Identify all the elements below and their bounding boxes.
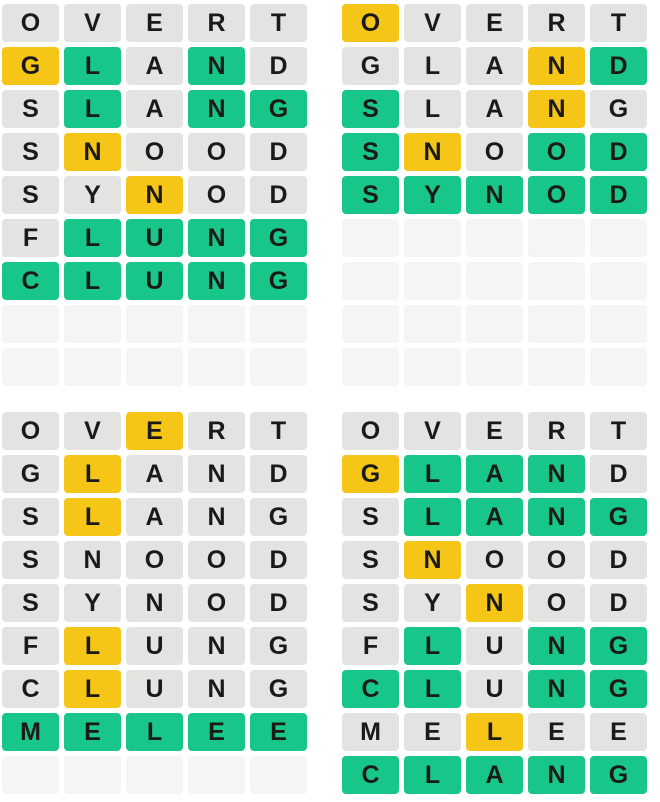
- letter-tile: L: [64, 627, 121, 665]
- letter-tile: L: [404, 47, 461, 85]
- letter-tile: T: [590, 412, 647, 450]
- letter-tile: O: [528, 176, 585, 214]
- letter-tile: O: [188, 133, 245, 171]
- letter-tile: S: [342, 133, 399, 171]
- letter-tile: F: [2, 219, 59, 257]
- letter-tile: O: [528, 541, 585, 579]
- letter-tile: S: [2, 541, 59, 579]
- letter-tile: M: [342, 713, 399, 751]
- letter-tile: N: [528, 47, 585, 85]
- letter-tile: L: [404, 756, 461, 794]
- guess-row: [2, 541, 307, 579]
- letter-tile: V: [404, 412, 461, 450]
- guess-row: [2, 305, 307, 343]
- letter-tile: C: [342, 756, 399, 794]
- letter-tile: N: [188, 670, 245, 708]
- guess-row: [2, 498, 307, 536]
- letter-tile: G: [590, 90, 647, 128]
- letter-tile: S: [2, 498, 59, 536]
- letter-tile: C: [2, 262, 59, 300]
- guess-row: [2, 584, 307, 622]
- guess-row: [342, 627, 647, 665]
- letter-tile: [64, 305, 121, 343]
- guess-row: [342, 262, 647, 300]
- letter-tile: E: [466, 4, 523, 42]
- letter-tile: E: [126, 412, 183, 450]
- letter-tile: N: [64, 541, 121, 579]
- letter-tile: [64, 756, 121, 794]
- letter-tile: T: [250, 4, 307, 42]
- letter-tile: F: [342, 627, 399, 665]
- letter-tile: D: [250, 47, 307, 85]
- letter-tile: N: [64, 133, 121, 171]
- guess-row: [2, 670, 307, 708]
- letter-tile: [590, 219, 647, 257]
- letter-tile: E: [404, 713, 461, 751]
- letter-tile: O: [2, 412, 59, 450]
- letter-tile: O: [466, 133, 523, 171]
- letter-tile: [188, 348, 245, 386]
- letter-tile: G: [250, 262, 307, 300]
- guess-row: [342, 670, 647, 708]
- letter-tile: N: [528, 627, 585, 665]
- letter-tile: [528, 305, 585, 343]
- board-bottom-right: [342, 412, 647, 794]
- letter-tile: [126, 305, 183, 343]
- guess-grid: [2, 412, 307, 794]
- letter-tile: O: [2, 4, 59, 42]
- letter-tile: D: [590, 584, 647, 622]
- letter-tile: U: [126, 670, 183, 708]
- letter-tile: O: [188, 176, 245, 214]
- guess-grid: [342, 4, 647, 386]
- letter-tile: L: [64, 498, 121, 536]
- letter-tile: A: [126, 47, 183, 85]
- letter-tile: O: [342, 412, 399, 450]
- letter-tile: N: [528, 670, 585, 708]
- letter-tile: L: [64, 90, 121, 128]
- letter-tile: G: [590, 627, 647, 665]
- letter-tile: N: [188, 90, 245, 128]
- letter-tile: E: [590, 713, 647, 751]
- letter-tile: S: [2, 584, 59, 622]
- letter-tile: R: [188, 4, 245, 42]
- letter-tile: N: [404, 541, 461, 579]
- letter-tile: N: [126, 584, 183, 622]
- letter-tile: [64, 348, 121, 386]
- guess-row: [342, 90, 647, 128]
- letter-tile: [528, 262, 585, 300]
- letter-tile: Y: [404, 176, 461, 214]
- letter-tile: L: [64, 47, 121, 85]
- letter-tile: [404, 348, 461, 386]
- guess-row: [342, 455, 647, 493]
- guess-row: [2, 90, 307, 128]
- letter-tile: A: [126, 455, 183, 493]
- letter-tile: V: [64, 412, 121, 450]
- letter-tile: [250, 756, 307, 794]
- letter-tile: O: [466, 541, 523, 579]
- letter-tile: D: [590, 541, 647, 579]
- letter-tile: U: [466, 670, 523, 708]
- letter-tile: L: [404, 90, 461, 128]
- letter-tile: [342, 219, 399, 257]
- letter-tile: S: [342, 541, 399, 579]
- letter-tile: T: [250, 412, 307, 450]
- letter-tile: L: [466, 713, 523, 751]
- letter-tile: [188, 305, 245, 343]
- letter-tile: A: [126, 498, 183, 536]
- letter-tile: L: [64, 262, 121, 300]
- letter-tile: [466, 305, 523, 343]
- letter-tile: U: [126, 262, 183, 300]
- letter-tile: F: [2, 627, 59, 665]
- letter-tile: O: [188, 584, 245, 622]
- letter-tile: E: [126, 4, 183, 42]
- guess-row: [2, 455, 307, 493]
- letter-tile: N: [188, 455, 245, 493]
- letter-tile: L: [64, 455, 121, 493]
- letter-tile: S: [2, 133, 59, 171]
- guess-row: [342, 541, 647, 579]
- guess-row: [342, 219, 647, 257]
- guess-row: [2, 47, 307, 85]
- board-bottom-left: [2, 412, 307, 794]
- letter-tile: M: [2, 713, 59, 751]
- letter-tile: U: [126, 219, 183, 257]
- letter-tile: L: [404, 627, 461, 665]
- letter-tile: N: [528, 455, 585, 493]
- letter-tile: [404, 305, 461, 343]
- letter-tile: C: [342, 670, 399, 708]
- letter-tile: V: [64, 4, 121, 42]
- letter-tile: C: [2, 670, 59, 708]
- letter-tile: [342, 262, 399, 300]
- letter-tile: N: [528, 498, 585, 536]
- letter-tile: G: [250, 627, 307, 665]
- letter-tile: L: [404, 455, 461, 493]
- letter-tile: [404, 262, 461, 300]
- letter-tile: E: [250, 713, 307, 751]
- guess-row: [342, 305, 647, 343]
- letter-tile: [590, 305, 647, 343]
- letter-tile: G: [590, 498, 647, 536]
- letter-tile: [2, 348, 59, 386]
- letter-tile: [250, 348, 307, 386]
- letter-tile: [250, 305, 307, 343]
- letter-tile: D: [590, 176, 647, 214]
- letter-tile: [404, 219, 461, 257]
- letter-tile: L: [126, 713, 183, 751]
- letter-tile: N: [188, 627, 245, 665]
- letter-tile: N: [528, 756, 585, 794]
- letter-tile: N: [188, 498, 245, 536]
- letter-tile: O: [342, 4, 399, 42]
- guess-grid: [2, 4, 307, 386]
- guess-row: [342, 713, 647, 751]
- letter-tile: N: [126, 176, 183, 214]
- letter-tile: A: [466, 90, 523, 128]
- letter-tile: O: [528, 584, 585, 622]
- letter-tile: O: [188, 541, 245, 579]
- letter-tile: [2, 305, 59, 343]
- letter-tile: S: [342, 498, 399, 536]
- letter-tile: A: [466, 455, 523, 493]
- letter-tile: Y: [404, 584, 461, 622]
- guess-row: [2, 348, 307, 386]
- letter-tile: Y: [64, 584, 121, 622]
- letter-tile: D: [590, 47, 647, 85]
- letter-tile: G: [342, 455, 399, 493]
- letter-tile: G: [590, 756, 647, 794]
- letter-tile: R: [188, 412, 245, 450]
- letter-tile: D: [590, 133, 647, 171]
- guess-row: [2, 4, 307, 42]
- letter-tile: [126, 348, 183, 386]
- letter-tile: L: [404, 498, 461, 536]
- letter-tile: G: [2, 455, 59, 493]
- guess-row: [342, 412, 647, 450]
- letter-tile: A: [466, 498, 523, 536]
- letter-tile: L: [64, 219, 121, 257]
- letter-tile: O: [126, 541, 183, 579]
- letter-tile: G: [250, 670, 307, 708]
- letter-tile: G: [250, 219, 307, 257]
- letter-tile: N: [528, 90, 585, 128]
- letter-tile: N: [404, 133, 461, 171]
- letter-tile: O: [528, 133, 585, 171]
- letter-tile: S: [342, 176, 399, 214]
- letter-tile: U: [126, 627, 183, 665]
- letter-tile: E: [188, 713, 245, 751]
- letter-tile: A: [466, 47, 523, 85]
- letter-tile: N: [466, 584, 523, 622]
- letter-tile: [528, 348, 585, 386]
- guess-row: [342, 498, 647, 536]
- letter-tile: [466, 262, 523, 300]
- letter-tile: A: [126, 90, 183, 128]
- board-top-right: [342, 4, 647, 386]
- guess-row: [2, 627, 307, 665]
- letter-tile: S: [2, 90, 59, 128]
- letter-tile: D: [250, 541, 307, 579]
- letter-tile: T: [590, 4, 647, 42]
- letter-tile: D: [590, 455, 647, 493]
- guess-row: [342, 348, 647, 386]
- letter-tile: Y: [64, 176, 121, 214]
- letter-tile: S: [342, 584, 399, 622]
- letter-tile: O: [126, 133, 183, 171]
- letter-tile: E: [528, 713, 585, 751]
- letter-tile: [466, 219, 523, 257]
- letter-tile: E: [466, 412, 523, 450]
- board-top-left: [2, 4, 307, 386]
- letter-tile: G: [2, 47, 59, 85]
- guess-grid: [342, 412, 647, 794]
- letter-tile: G: [250, 90, 307, 128]
- guess-row: [342, 756, 647, 794]
- letter-tile: [590, 262, 647, 300]
- letter-tile: [342, 348, 399, 386]
- letter-tile: N: [188, 262, 245, 300]
- letter-tile: [342, 305, 399, 343]
- letter-tile: [126, 756, 183, 794]
- letter-tile: L: [404, 670, 461, 708]
- letter-tile: L: [64, 670, 121, 708]
- letter-tile: A: [466, 756, 523, 794]
- letter-tile: [2, 756, 59, 794]
- guess-row: [2, 713, 307, 751]
- letter-tile: D: [250, 584, 307, 622]
- guess-row: [342, 584, 647, 622]
- letter-tile: V: [404, 4, 461, 42]
- letter-tile: S: [342, 90, 399, 128]
- guess-row: [2, 262, 307, 300]
- guess-row: [2, 756, 307, 794]
- guess-row: [342, 176, 647, 214]
- letter-tile: N: [188, 219, 245, 257]
- letter-tile: [188, 756, 245, 794]
- letter-tile: [466, 348, 523, 386]
- guess-row: [2, 219, 307, 257]
- letter-tile: D: [250, 176, 307, 214]
- letter-tile: D: [250, 455, 307, 493]
- letter-tile: R: [528, 4, 585, 42]
- guess-row: [342, 133, 647, 171]
- letter-tile: G: [250, 498, 307, 536]
- letter-tile: U: [466, 627, 523, 665]
- letter-tile: E: [64, 713, 121, 751]
- letter-tile: D: [250, 133, 307, 171]
- letter-tile: [590, 348, 647, 386]
- letter-tile: S: [2, 176, 59, 214]
- letter-tile: G: [590, 670, 647, 708]
- guess-row: [342, 4, 647, 42]
- letter-tile: R: [528, 412, 585, 450]
- letter-tile: N: [188, 47, 245, 85]
- guess-row: [342, 47, 647, 85]
- guess-row: [2, 133, 307, 171]
- letter-tile: N: [466, 176, 523, 214]
- letter-tile: G: [342, 47, 399, 85]
- guess-row: [2, 176, 307, 214]
- guess-row: [2, 412, 307, 450]
- letter-tile: [528, 219, 585, 257]
